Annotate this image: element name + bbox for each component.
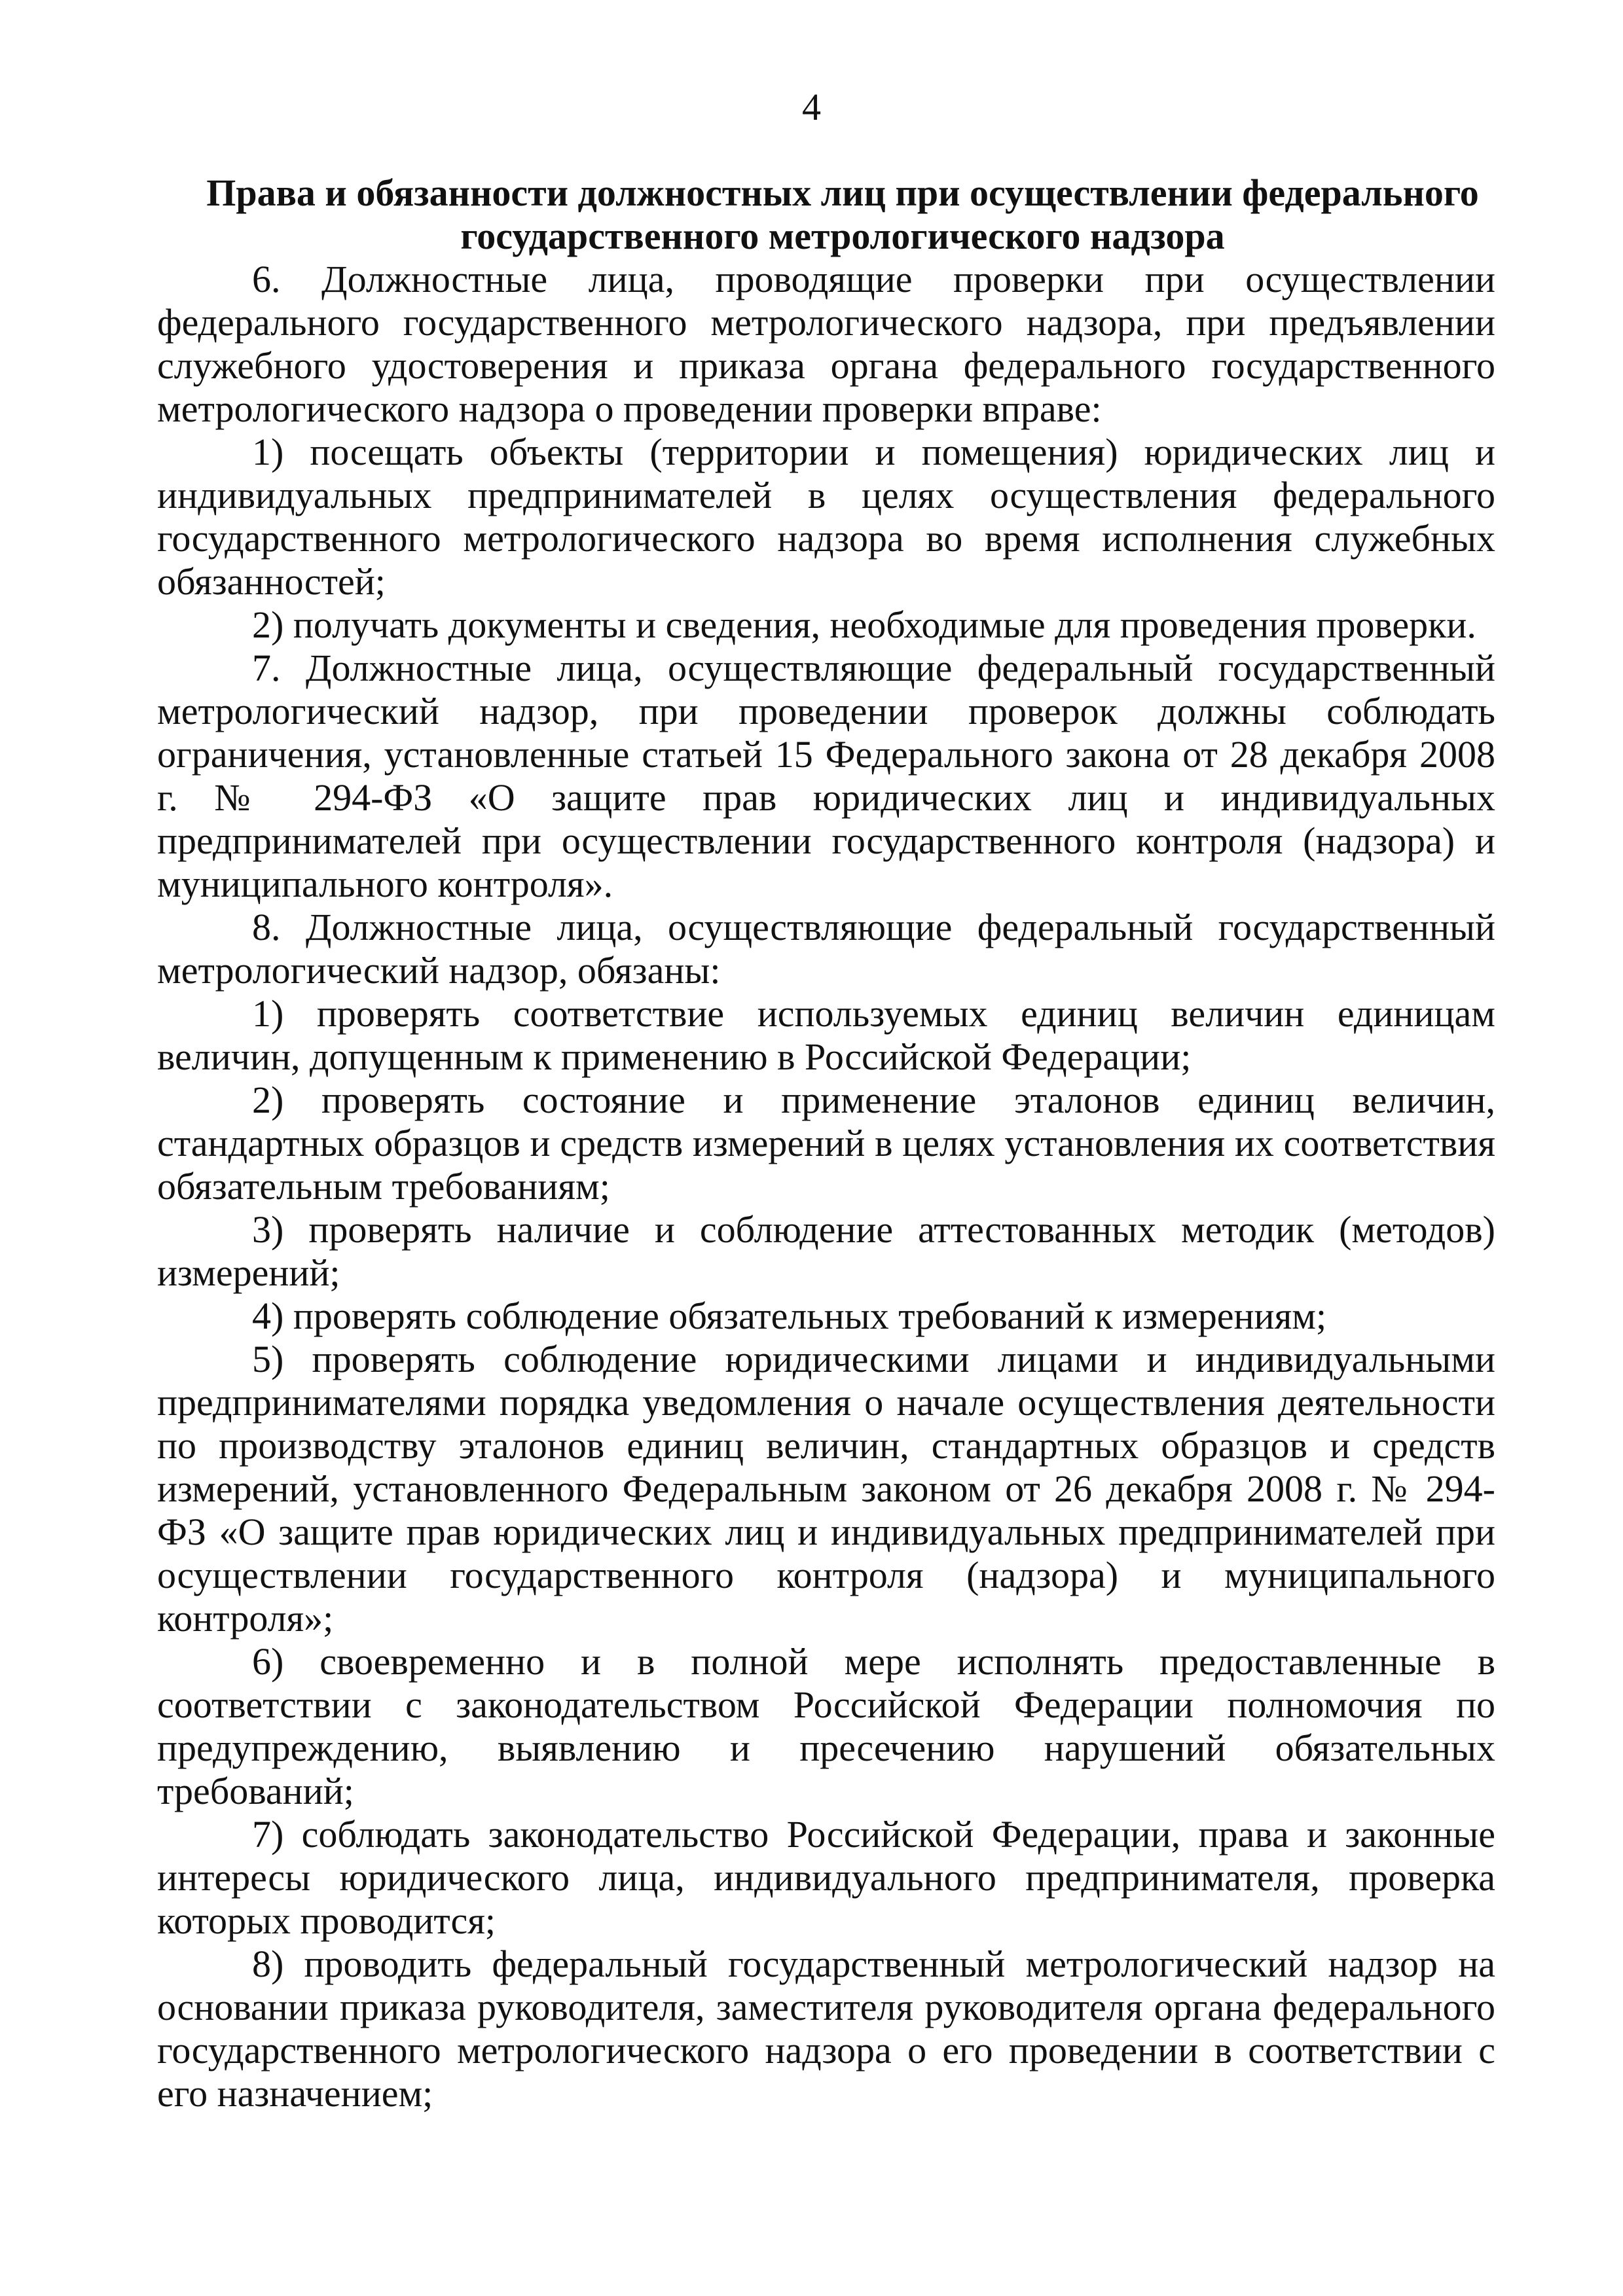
section-heading: Права и обязанности должностных лиц при осуществлении федерального государственного метрологического надзора [206,171,1479,257]
paragraph-6: 6. Должностные лица, проводящие проверки при осуществлении федерального государственного метрологического надзора, при предъявлении служебного удостоверения и приказа органа федерального государственного метрологического надзора о проведении проверки вправе: [157,258,1495,430]
paragraph-7: 7. Должностные лица, осуществляющие федеральный государственный метрологический надзор, при проведении проверок должны соблюдать ограничения, установленные статьей 15 Федерального закона от 28 декабря 2008 г. № 294-ФЗ «О защите прав юридических лиц и индивидуальных предпринимателей при осуществлении государственного контроля (надзора) и муниципального контроля». [157,647,1495,905]
paragraph-8-item-4: 4) проверять соблюдение обязательных требований к измерениям; [252,1295,1327,1337]
paragraph-6-item-1: 1) посещать объекты (территории и помещения) юридических лиц и индивидуальных предпринимателей в целях осуществления федерального государственного метрологического надзора во время исполнения служебных обязанностей; [157,431,1495,603]
paragraph-8-item-2: 2) проверять состояние и применение эталонов единиц величин, стандартных образцов и средств измерений в целях установления их соответствия обязательным требованиям; [157,1079,1495,1208]
document-body [157,171,1495,2115]
paragraph-8-item-1: 1) проверять соответствие используемых единиц величин единицам величин, допущенным к применению в Российской Федерации; [157,992,1495,1078]
paragraph-8: 8. Должностные лица, осуществляющие федеральный государственный метрологический надзор, обязаны: [157,906,1495,992]
paragraph-8-item-8: 8) проводить федеральный государственный метрологический надзор на основании приказа руководителя, заместителя руководителя органа федерального государственного метрологического надзора о его проведении в соответствии с его назначением; [157,1943,1495,2115]
page-number: 4 [802,86,821,128]
paragraph-8-item-5: 5) проверять соблюдение юридическими лицами и индивидуальными предпринимателями порядка уведомления о начале осуществления деятельности по производству эталонов единиц величин, стандартных образцов и средств измерений, установленного Федеральным законом от 26 декабря 2008 г. № 294-ФЗ «О защите прав юридических лиц и индивидуальных предпринимателей при осуществлении государственного контроля (надзора) и муниципального контроля»; [157,1338,1495,1640]
paragraph-8-item-6: 6) своевременно и в полной мере исполнять предоставленные в соответствии с законодательством Российской Федерации полномочия по предупреждению, выявлению и пресечению нарушений обязательных требований; [157,1640,1495,1812]
paragraph-8-item-7: 7) соблюдать законодательство Российской Федерации, права и законные интересы юридического лица, индивидуального предпринимателя, проверка которых проводится; [157,1813,1495,1942]
paragraph-8-item-3: 3) проверять наличие и соблюдение аттестованных методик (методов) измерений; [157,1208,1495,1294]
paragraph-6-item-2: 2) получать документы и сведения, необходимые для проведения проверки. [252,603,1476,646]
